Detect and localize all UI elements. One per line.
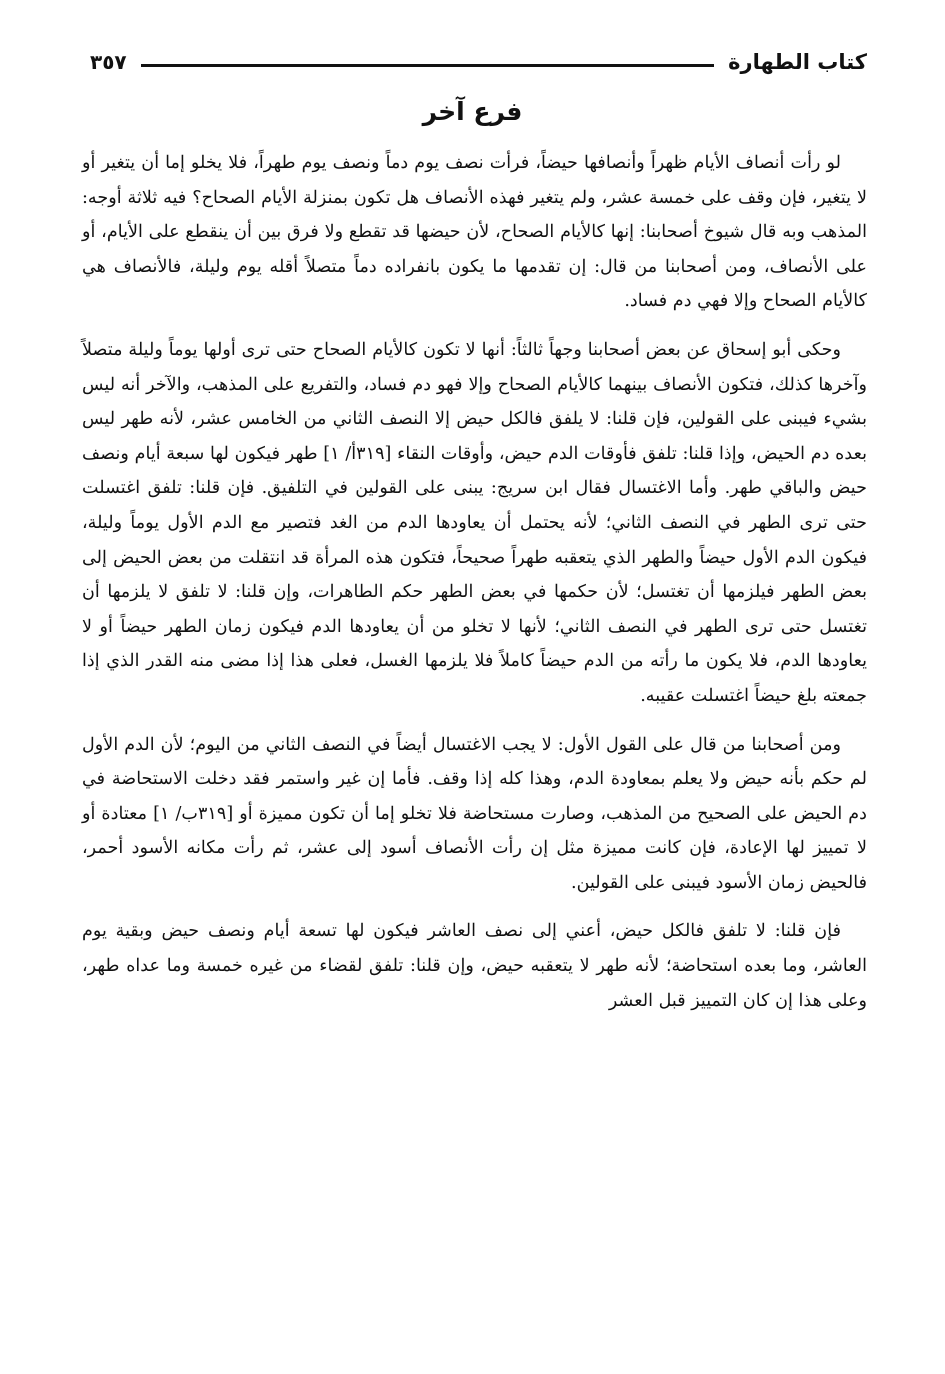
paragraph-1: لو رأت أنصاف الأيام ظهراً وأنصافها حيضاً، فرأت نصف يوم دماً ونصف يوم طهراً، فلا يخلو إما أن يتغير أو لا يتغير، فإن وقف على خمسة عشر، ولم يتغير فهذه الأنصاف هل تكون بمنزلة الأيام الصحاح؟ فيه ثلاثة أوجه: المذهب وبه قال شيوخ أصحابنا: إنها كالأيام الصحاح، لأن حيضها قد تقطع ولا فرق بين أن ينقطع على الأيام، أو على الأنصاف، ومن أصحابنا من قال: إن تقدمها ما يكون بانفراده دماً متصلاً أقله يوم وليلة، فالأنصاف هي كالأيام الصحاح وإلا فهي دم فساد. bbox=[82, 153, 867, 312]
header-rule bbox=[141, 64, 715, 67]
body-text bbox=[82, 146, 867, 1018]
book-title: كتاب الطهارة bbox=[728, 50, 867, 74]
page-number: ٣٥٧ bbox=[90, 50, 127, 74]
section-title: فرع آخر bbox=[422, 97, 523, 126]
paragraph-2: وحكى أبو إسحاق عن بعض أصحابنا وجهاً ثالثاً: أنها لا تكون كالأيام الصحاح حتى ترى أولها يوماً وليلة متصلاً وآخرها كذلك، فتكون الأنصاف بينهما كالأيام الصحاح وإلا فهو دم فساد، والتفريع على المذهب، والآخر أنه ليس بشيء فيبنى على القولين، فإن قلنا: لا يلفق فالكل حيض إلا النصف الثاني من الخامس عشر، لأنه طهر ليس بعده دم الحيض، وإذا قلنا: تلفق فأوقات الدم حيض، وأوقات النقاء [٣١٩أ/ ١] طهر فيكون لها سبعة أيام ونصف حيض والباقي طهر. وأما الاغتسال فقال ابن سريج: يبنى على القولين في التلفيق. فإن قلنا: تلفق اغتسلت حتى ترى الطهر في النصف الثاني؛ لأنه يحتمل أن يعاودها الدم من الغد فتصير مع الدم الأول يوماً وليلة، فيكون الدم الأول حيضاً والطهر الذي يتعقبه طهراً صحيحاً، فتكون هذه المرأة قد انتقلت من بعض الحيض إلى بعض الطهر فيلزمها أن تغتسل؛ لأن حكمها في بعض الطهر حكم الطاهرات، وإن قلنا: لا تلفق لا يلزمها أن تغتسل حتى ترى الطهر في النصف الثاني؛ لأنها لا تخلو من أن يعاودها الدم فيكون زمان الطهر حيضاً أو لا يعاودها الدم، فلا يكون ما رأته من الدم حيضاً كاملاً فلا يلزمها الغسل، فعلى هذا إذا مضى منه القدر الذي إذا جمعته بلغ حيضاً اغتسلت عقيبه. bbox=[82, 339, 867, 706]
paragraph-4: فإن قلنا: لا تلفق فالكل حيض، أعني إلى نصف العاشر فيكون لها تسعة أيام ونصف حيض وبقية يوم العاشر، وما بعده استحاضة؛ لأنه طهر لا يتعقبه حيض، وإن قلنا: تلفق لقضاء من غيره خمسة وما عداه طهر، وعلى هذا إن كان التمييز قبل العشر bbox=[82, 921, 867, 1011]
running-header bbox=[90, 44, 867, 80]
paragraph-3: ومن أصحابنا من قال على القول الأول: لا يجب الاغتسال أيضاً في النصف الثاني من اليوم؛ لأن الدم الأول لم حكم بأنه حيض ولا يعلم بمعاودة الدم، وهذا كله إذا وقف. فأما إن غير واستمر فقد دخلت الاستحاضة في دم الحيض على الصحيح من المذهب، وصارت مستحاضة فلا تخلو إما أن تكون مميزة أو [٣١٩ب/ ١] معتادة أو لا تمييز لها الإعادة، فإن كانت مميزة مثل إن رأت الأنصاف أسود إلى عشر، ثم رأت مكانه الأسود أحمر، فالحيض زمان الأسود فيبنى على القولين. bbox=[82, 734, 867, 893]
